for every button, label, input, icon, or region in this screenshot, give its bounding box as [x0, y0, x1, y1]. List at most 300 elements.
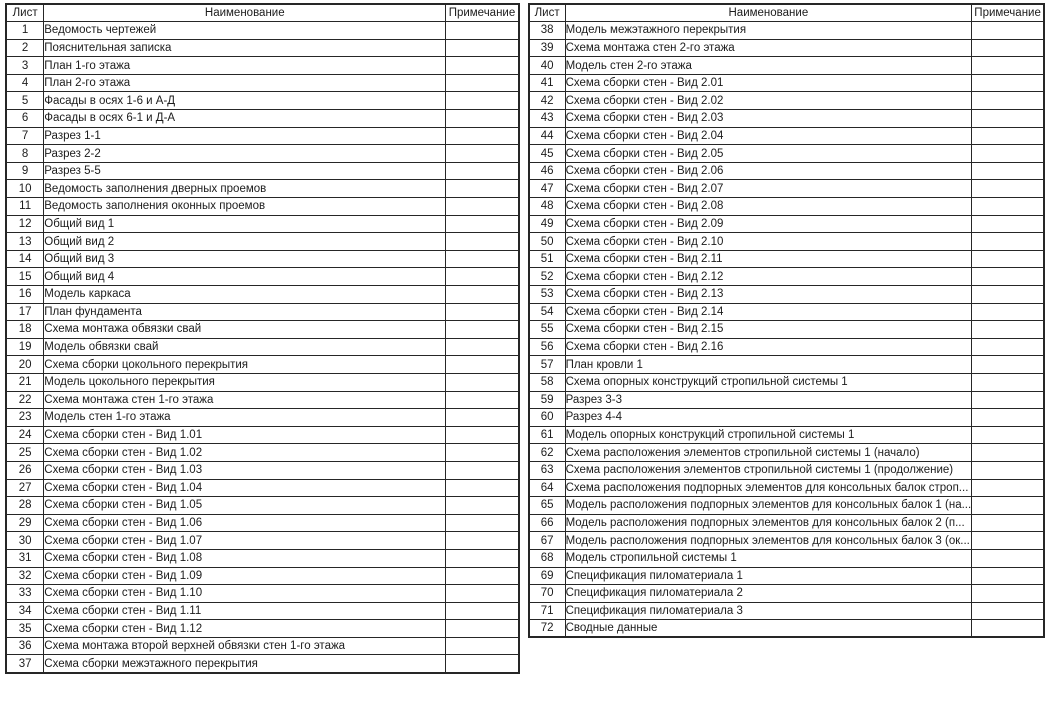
sheet-name-cell: Модель расположения подпорных элементов для консольных балок 1 (на...: [565, 497, 972, 515]
note-cell: [972, 567, 1044, 585]
note-cell: [446, 250, 519, 268]
sheet-list-table-left: [5, 3, 520, 674]
note-cell: [446, 338, 519, 356]
sheet-number-cell: 64: [529, 479, 565, 497]
sheet-name-cell: Общий вид 3: [44, 250, 446, 268]
sheet-number-cell: 57: [529, 356, 565, 374]
table-row: [6, 585, 519, 603]
note-cell: [446, 215, 519, 233]
sheet-name-cell: Модель межэтажного перекрытия: [565, 22, 972, 40]
sheet-number-cell: 68: [529, 549, 565, 567]
table-row: [6, 57, 519, 75]
note-cell: [972, 585, 1044, 603]
note-cell: [972, 286, 1044, 304]
sheet-number-cell: 54: [529, 303, 565, 321]
note-cell: [972, 127, 1044, 145]
sheet-number-cell: 46: [529, 162, 565, 180]
sheet-name-cell: Общий вид 1: [44, 215, 446, 233]
sheet-number-cell: 29: [6, 514, 44, 532]
note-cell: [446, 444, 519, 462]
sheet-name-cell: Модель каркаса: [44, 286, 446, 304]
note-cell: [972, 321, 1044, 339]
sheet-name-cell: Общий вид 2: [44, 233, 446, 251]
table-row: [529, 373, 1044, 391]
sheet-number-cell: 18: [6, 321, 44, 339]
sheet-name-cell: Схема сборки стен - Вид 1.01: [44, 426, 446, 444]
sheet-name-cell: Модель стен 2-го этажа: [565, 57, 972, 75]
sheet-name-cell: План фундамента: [44, 303, 446, 321]
sheet-number-cell: 23: [6, 409, 44, 427]
sheet-name-cell: Ведомость заполнения дверных проемов: [44, 180, 446, 198]
note-cell: [446, 233, 519, 251]
sheet-number-cell: 53: [529, 286, 565, 304]
sheet-number-cell: 60: [529, 409, 565, 427]
sheet-name-cell: Модель расположения подпорных элементов для консольных балок 3 (ок...: [565, 532, 972, 550]
sheet-number-cell: 50: [529, 233, 565, 251]
sheet-name-cell: Модель обвязки свай: [44, 338, 446, 356]
sheet-number-cell: 19: [6, 338, 44, 356]
sheet-number-cell: 26: [6, 461, 44, 479]
note-cell: [972, 532, 1044, 550]
note-cell: [972, 74, 1044, 92]
sheet-name-cell: Схема монтажа стен 2-го этажа: [565, 39, 972, 57]
note-cell: [446, 549, 519, 567]
sheet-number-cell: 7: [6, 127, 44, 145]
sheet-number-cell: 21: [6, 373, 44, 391]
column-header-name: Наименование: [565, 4, 972, 22]
note-cell: [972, 461, 1044, 479]
note-cell: [446, 22, 519, 40]
note-cell: [972, 180, 1044, 198]
table-row: [529, 250, 1044, 268]
sheet-name-cell: Разрез 1-1: [44, 127, 446, 145]
table-row: [6, 497, 519, 515]
sheet-name-cell: Схема сборки стен - Вид 2.12: [565, 268, 972, 286]
note-cell: [446, 198, 519, 216]
note-cell: [972, 215, 1044, 233]
table-row: [529, 585, 1044, 603]
table-row: [6, 373, 519, 391]
sheet-number-cell: 70: [529, 585, 565, 603]
sheet-number-cell: 17: [6, 303, 44, 321]
sheet-number-cell: 61: [529, 426, 565, 444]
sheet-number-cell: 37: [6, 655, 44, 673]
sheet-number-cell: 45: [529, 145, 565, 163]
table-row: [529, 127, 1044, 145]
sheet-number-cell: 4: [6, 74, 44, 92]
table-row: [529, 74, 1044, 92]
table-row: [6, 127, 519, 145]
table-body-right: [529, 22, 1044, 638]
sheet-name-cell: Схема сборки стен - Вид 2.08: [565, 198, 972, 216]
sheet-name-cell: Сводные данные: [565, 620, 972, 638]
table-row: [6, 145, 519, 163]
sheet-name-cell: Схема сборки цокольного перекрытия: [44, 356, 446, 374]
sheet-name-cell: Схема сборки стен - Вид 2.15: [565, 321, 972, 339]
sheet-name-cell: Схема сборки стен - Вид 1.03: [44, 461, 446, 479]
note-cell: [972, 514, 1044, 532]
note-cell: [972, 479, 1044, 497]
table-row: [6, 532, 519, 550]
note-cell: [446, 620, 519, 638]
sheet-number-cell: 33: [6, 585, 44, 603]
sheet-name-cell: Ведомость чертежей: [44, 22, 446, 40]
sheet-name-cell: План кровли 1: [565, 356, 972, 374]
sheet-number-cell: 59: [529, 391, 565, 409]
table-row: [529, 620, 1044, 638]
sheet-number-cell: 32: [6, 567, 44, 585]
sheet-name-cell: План 1-го этажа: [44, 57, 446, 75]
table-row: [6, 233, 519, 251]
table-row: [529, 198, 1044, 216]
sheet-number-cell: 62: [529, 444, 565, 462]
table-row: [529, 532, 1044, 550]
sheet-number-cell: 28: [6, 497, 44, 515]
table-row: [6, 250, 519, 268]
sheet-number-cell: 35: [6, 620, 44, 638]
table-body-left: [6, 22, 519, 673]
note-cell: [446, 497, 519, 515]
sheet-number-cell: 63: [529, 461, 565, 479]
sheet-number-cell: 38: [529, 22, 565, 40]
note-cell: [972, 409, 1044, 427]
note-cell: [972, 162, 1044, 180]
sheet-number-cell: 6: [6, 110, 44, 128]
note-cell: [972, 426, 1044, 444]
sheet-number-cell: 22: [6, 391, 44, 409]
note-cell: [972, 391, 1044, 409]
table-row: [6, 286, 519, 304]
table-row: [529, 321, 1044, 339]
table-row: [529, 233, 1044, 251]
table-row: [6, 391, 519, 409]
table-row: [529, 514, 1044, 532]
table-row: [529, 338, 1044, 356]
note-cell: [972, 268, 1044, 286]
sheet-name-cell: Схема сборки стен - Вид 1.10: [44, 585, 446, 603]
sheet-name-cell: Схема сборки стен - Вид 1.12: [44, 620, 446, 638]
table-row: [6, 215, 519, 233]
table-row: [529, 110, 1044, 128]
sheet-number-cell: 48: [529, 198, 565, 216]
sheet-name-cell: Разрез 5-5: [44, 162, 446, 180]
sheet-number-cell: 65: [529, 497, 565, 515]
sheet-name-cell: Модель расположения подпорных элементов для консольных балок 2 (п...: [565, 514, 972, 532]
sheet-number-cell: 49: [529, 215, 565, 233]
table-row: [6, 22, 519, 40]
sheet-number-cell: 27: [6, 479, 44, 497]
note-cell: [972, 549, 1044, 567]
sheet-name-cell: Фасады в осях 6-1 и Д-А: [44, 110, 446, 128]
note-cell: [972, 57, 1044, 75]
note-cell: [972, 250, 1044, 268]
sheet-number-cell: 36: [6, 637, 44, 655]
table-row: [6, 110, 519, 128]
sheet-name-cell: Схема монтажа обвязки свай: [44, 321, 446, 339]
table-header-right: [529, 4, 1044, 22]
table-row: [6, 409, 519, 427]
table-row: [529, 409, 1044, 427]
table-row: [6, 162, 519, 180]
table-row: [529, 92, 1044, 110]
note-cell: [446, 532, 519, 550]
sheet-name-cell: Спецификация пиломатериала 2: [565, 585, 972, 603]
note-cell: [446, 585, 519, 603]
note-cell: [972, 198, 1044, 216]
sheet-number-cell: 58: [529, 373, 565, 391]
sheet-name-cell: Разрез 3-3: [565, 391, 972, 409]
note-cell: [446, 655, 519, 673]
note-cell: [446, 74, 519, 92]
note-cell: [972, 39, 1044, 57]
note-cell: [446, 303, 519, 321]
sheet-number-cell: 25: [6, 444, 44, 462]
table-row: [529, 215, 1044, 233]
note-cell: [446, 92, 519, 110]
table-row: [529, 444, 1044, 462]
note-cell: [972, 444, 1044, 462]
note-cell: [972, 356, 1044, 374]
table-row: [6, 321, 519, 339]
table-row: [529, 497, 1044, 515]
sheet-name-cell: Схема сборки стен - Вид 2.11: [565, 250, 972, 268]
note-cell: [446, 514, 519, 532]
sheet-number-cell: 44: [529, 127, 565, 145]
sheet-name-cell: Схема сборки стен - Вид 1.04: [44, 479, 446, 497]
note-cell: [446, 145, 519, 163]
sheet-name-cell: Схема опорных конструкций стропильной системы 1: [565, 373, 972, 391]
sheet-number-cell: 20: [6, 356, 44, 374]
sheet-number-cell: 24: [6, 426, 44, 444]
table-row: [6, 74, 519, 92]
sheet-number-cell: 16: [6, 286, 44, 304]
table-row: [6, 268, 519, 286]
table-row: [6, 356, 519, 374]
sheet-number-cell: 42: [529, 92, 565, 110]
note-cell: [446, 373, 519, 391]
sheet-name-cell: Общий вид 4: [44, 268, 446, 286]
sheet-name-cell: Схема сборки стен - Вид 2.16: [565, 338, 972, 356]
table-row: [6, 444, 519, 462]
sheet-list-table-right: [528, 3, 1045, 638]
note-cell: [446, 180, 519, 198]
table-header-left: [6, 4, 519, 22]
sheet-name-cell: Модель опорных конструкций стропильной системы 1: [565, 426, 972, 444]
sheet-name-cell: Схема сборки стен - Вид 1.02: [44, 444, 446, 462]
note-cell: [972, 602, 1044, 620]
sheet-name-cell: Модель цокольного перекрытия: [44, 373, 446, 391]
sheet-number-cell: 51: [529, 250, 565, 268]
note-cell: [972, 233, 1044, 251]
sheet-number-cell: 71: [529, 602, 565, 620]
sheet-number-cell: 47: [529, 180, 565, 198]
table-row: [6, 602, 519, 620]
sheet-name-cell: Фасады в осях 1-6 и А-Д: [44, 92, 446, 110]
sheet-name-cell: Схема сборки стен - Вид 1.07: [44, 532, 446, 550]
sheet-name-cell: Схема сборки стен - Вид 2.01: [565, 74, 972, 92]
sheet-number-cell: 67: [529, 532, 565, 550]
note-cell: [972, 497, 1044, 515]
sheet-number-cell: 14: [6, 250, 44, 268]
note-cell: [446, 39, 519, 57]
table-row: [6, 92, 519, 110]
sheet-number-cell: 69: [529, 567, 565, 585]
note-cell: [972, 145, 1044, 163]
column-header-note: Примечание: [446, 4, 519, 22]
note-cell: [972, 110, 1044, 128]
sheet-name-cell: Схема монтажа второй верхней обвязки стен 1-го этажа: [44, 637, 446, 655]
sheet-number-cell: 72: [529, 620, 565, 638]
sheet-name-cell: Схема сборки межэтажного перекрытия: [44, 655, 446, 673]
note-cell: [972, 303, 1044, 321]
sheet-number-cell: 12: [6, 215, 44, 233]
sheet-name-cell: Разрез 4-4: [565, 409, 972, 427]
sheet-name-cell: План 2-го этажа: [44, 74, 446, 92]
note-cell: [972, 92, 1044, 110]
note-cell: [446, 127, 519, 145]
sheet-number-cell: 31: [6, 549, 44, 567]
note-cell: [446, 479, 519, 497]
sheet-number-cell: 30: [6, 532, 44, 550]
table-row: [529, 162, 1044, 180]
sheet-name-cell: Схема монтажа стен 1-го этажа: [44, 391, 446, 409]
table-row: [529, 180, 1044, 198]
table-row: [6, 620, 519, 638]
note-cell: [446, 162, 519, 180]
table-row: [529, 57, 1044, 75]
table-row: [529, 303, 1044, 321]
sheet-name-cell: Схема сборки стен - Вид 1.11: [44, 602, 446, 620]
sheet-number-cell: 9: [6, 162, 44, 180]
note-cell: [972, 620, 1044, 638]
note-cell: [972, 22, 1044, 40]
sheet-number-cell: 43: [529, 110, 565, 128]
sheet-name-cell: Схема сборки стен - Вид 2.05: [565, 145, 972, 163]
table-row: [529, 22, 1044, 40]
column-header-name: Наименование: [44, 4, 446, 22]
sheet-number-cell: 40: [529, 57, 565, 75]
table-row: [529, 145, 1044, 163]
sheet-name-cell: Схема сборки стен - Вид 2.02: [565, 92, 972, 110]
table-row: [529, 461, 1044, 479]
sheet-number-cell: 56: [529, 338, 565, 356]
table-row: [6, 479, 519, 497]
table-row: [529, 549, 1044, 567]
sheet-name-cell: Схема сборки стен - Вид 2.03: [565, 110, 972, 128]
table-row: [6, 180, 519, 198]
sheet-number-cell: 8: [6, 145, 44, 163]
sheet-name-cell: Схема расположения элементов стропильной системы 1 (продолжение): [565, 461, 972, 479]
sheet-name-cell: Схема сборки стен - Вид 1.05: [44, 497, 446, 515]
table-row: [6, 338, 519, 356]
table-row: [529, 39, 1044, 57]
note-cell: [446, 321, 519, 339]
sheet-number-cell: 1: [6, 22, 44, 40]
note-cell: [446, 602, 519, 620]
table-row: [6, 655, 519, 673]
sheet-number-cell: 55: [529, 321, 565, 339]
sheet-name-cell: Схема сборки стен - Вид 2.06: [565, 162, 972, 180]
table-row: [6, 303, 519, 321]
note-cell: [446, 57, 519, 75]
table-row: [6, 637, 519, 655]
note-cell: [446, 426, 519, 444]
sheet-name-cell: Схема сборки стен - Вид 2.04: [565, 127, 972, 145]
table-row: [529, 479, 1044, 497]
sheet-name-cell: Схема расположения подпорных элементов для консольных балок строп...: [565, 479, 972, 497]
table-row: [6, 567, 519, 585]
sheet-number-cell: 13: [6, 233, 44, 251]
note-cell: [446, 567, 519, 585]
sheet-name-cell: Модель стен 1-го этажа: [44, 409, 446, 427]
sheet-number-cell: 52: [529, 268, 565, 286]
note-cell: [972, 373, 1044, 391]
table-row: [6, 198, 519, 216]
table-row: [529, 602, 1044, 620]
note-cell: [446, 286, 519, 304]
sheet-number-cell: 39: [529, 39, 565, 57]
sheet-name-cell: Схема расположения элементов стропильной системы 1 (начало): [565, 444, 972, 462]
note-cell: [446, 461, 519, 479]
note-cell: [446, 110, 519, 128]
sheet-number-cell: 11: [6, 198, 44, 216]
table-row: [529, 426, 1044, 444]
column-header-note: Примечание: [972, 4, 1044, 22]
table-row: [529, 567, 1044, 585]
sheet-name-cell: Ведомость заполнения оконных проемов: [44, 198, 446, 216]
note-cell: [446, 409, 519, 427]
table-row: [529, 268, 1044, 286]
sheet-name-cell: Разрез 2-2: [44, 145, 446, 163]
table-row: [6, 39, 519, 57]
sheet-number-cell: 66: [529, 514, 565, 532]
sheet-number-cell: 41: [529, 74, 565, 92]
table-row: [6, 426, 519, 444]
header-row: [529, 4, 1044, 22]
table-row: [529, 391, 1044, 409]
sheet-number-cell: 5: [6, 92, 44, 110]
table-row: [529, 356, 1044, 374]
sheet-name-cell: Схема сборки стен - Вид 2.09: [565, 215, 972, 233]
table-row: [6, 514, 519, 532]
column-header-sheet: Лист: [529, 4, 565, 22]
sheet-name-cell: Модель стропильной системы 1: [565, 549, 972, 567]
note-cell: [446, 637, 519, 655]
sheet-name-cell: Схема сборки стен - Вид 2.13: [565, 286, 972, 304]
sheet-name-cell: Схема сборки стен - Вид 2.10: [565, 233, 972, 251]
table-row: [6, 549, 519, 567]
sheet-name-cell: Пояснительная записка: [44, 39, 446, 57]
sheet-name-cell: Схема сборки стен - Вид 1.06: [44, 514, 446, 532]
sheet-number-cell: 10: [6, 180, 44, 198]
table-row: [529, 286, 1044, 304]
sheet-name-cell: Спецификация пиломатериала 1: [565, 567, 972, 585]
note-cell: [972, 338, 1044, 356]
sheet-name-cell: Схема сборки стен - Вид 1.09: [44, 567, 446, 585]
note-cell: [446, 391, 519, 409]
sheet-number-cell: 2: [6, 39, 44, 57]
sheet-name-cell: Схема сборки стен - Вид 2.14: [565, 303, 972, 321]
header-row: [6, 4, 519, 22]
note-cell: [446, 268, 519, 286]
column-header-sheet: Лист: [6, 4, 44, 22]
sheet-name-cell: Схема сборки стен - Вид 1.08: [44, 549, 446, 567]
sheet-number-cell: 15: [6, 268, 44, 286]
sheet-name-cell: Спецификация пиломатериала 3: [565, 602, 972, 620]
sheet-number-cell: 3: [6, 57, 44, 75]
sheet-number-cell: 34: [6, 602, 44, 620]
table-row: [6, 461, 519, 479]
